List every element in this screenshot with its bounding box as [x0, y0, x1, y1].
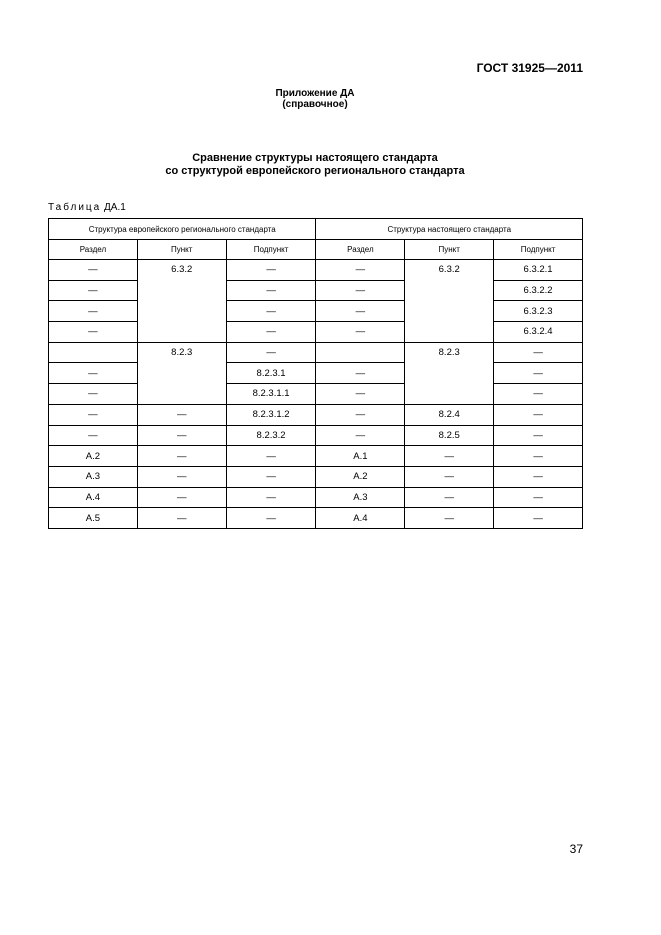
table-cell: — — [226, 508, 316, 529]
table-cell: 6.3.2 — [137, 260, 226, 343]
table-cell: — — [49, 384, 138, 405]
table-cell: — — [226, 466, 316, 487]
annex-subtitle: (справочное) — [282, 99, 348, 110]
table-row — [49, 363, 583, 384]
table-cell: А.2 — [316, 466, 405, 487]
title-line-2: со структурой европейского регионального стандарта — [165, 165, 465, 177]
page-title — [0, 152, 630, 178]
table-cell: — — [316, 280, 405, 301]
table-row — [49, 301, 583, 322]
table-cell: — — [137, 425, 226, 446]
table-cell: — — [226, 342, 316, 363]
table-cell: — — [316, 363, 405, 384]
column-header: Подпункт — [226, 240, 316, 260]
table-cell: — — [226, 446, 316, 467]
table-cell: — — [494, 425, 583, 446]
table-cell — [316, 342, 405, 363]
table-cell: А.2 — [49, 446, 138, 467]
table-cell: 6.3.2.2 — [494, 280, 583, 301]
table-cell: — — [494, 404, 583, 425]
table-cell: 6.3.2.1 — [494, 260, 583, 281]
table-row — [49, 342, 583, 363]
table-cell: — — [137, 446, 226, 467]
table-cell: 8.2.4 — [405, 404, 494, 425]
table-cell: 8.2.3.1.2 — [226, 404, 316, 425]
column-header: Раздел — [49, 240, 138, 260]
table-cell: — — [49, 301, 138, 322]
column-header: Раздел — [316, 240, 405, 260]
table-row — [49, 280, 583, 301]
table-cell: — — [316, 404, 405, 425]
table-row — [49, 425, 583, 446]
column-header: Подпункт — [494, 240, 583, 260]
table-cell: — — [494, 363, 583, 384]
standard-header: ГОСТ 31925—2011 — [476, 61, 583, 75]
group-header-current: Структура настоящего стандарта — [316, 219, 583, 240]
table-cell: — — [405, 487, 494, 508]
table-cell: — — [49, 260, 138, 281]
table-cell: 8.2.3.1.1 — [226, 384, 316, 405]
table-caption — [48, 202, 126, 213]
table-cell: 6.3.2.4 — [494, 322, 583, 343]
table-row — [49, 487, 583, 508]
table-cell: А.5 — [49, 508, 138, 529]
table-cell: А.4 — [49, 487, 138, 508]
group-header-european: Структура европейского регионального стандарта — [49, 219, 316, 240]
table-row — [49, 322, 583, 343]
table-row — [49, 466, 583, 487]
table-row — [49, 404, 583, 425]
table-cell: 6.3.2 — [405, 260, 494, 343]
table-cell: — — [226, 487, 316, 508]
table-cell: — — [226, 301, 316, 322]
table-row — [49, 508, 583, 529]
table-cell: — — [494, 466, 583, 487]
table-caption-prefix: Таблица — [48, 202, 102, 213]
table-cell: — — [49, 322, 138, 343]
table-cell: — — [316, 425, 405, 446]
table-cell: — — [226, 280, 316, 301]
table-cell: — — [316, 260, 405, 281]
table-cell: — — [137, 487, 226, 508]
table-cell: 8.2.3.2 — [226, 425, 316, 446]
table-cell: — — [137, 466, 226, 487]
table-cell: — — [494, 384, 583, 405]
table-caption-id: ДА.1 — [104, 202, 126, 213]
table-cell: А.1 — [316, 446, 405, 467]
table-cell: — — [49, 425, 138, 446]
table-cell: 6.3.2.3 — [494, 301, 583, 322]
table-cell: — — [494, 342, 583, 363]
table-row — [49, 260, 583, 281]
table-cell: А.3 — [316, 487, 405, 508]
table-cell: 8.2.5 — [405, 425, 494, 446]
table-cell: — — [405, 446, 494, 467]
column-header: Пункт — [137, 240, 226, 260]
table-cell: 8.2.3.1 — [226, 363, 316, 384]
table-cell: — — [316, 384, 405, 405]
table-cell: — — [316, 322, 405, 343]
annex-title: Приложение ДА — [275, 88, 355, 99]
table-group-header-row — [49, 219, 583, 240]
table-row — [49, 446, 583, 467]
table-cell: — — [405, 466, 494, 487]
table-cell: А.4 — [316, 508, 405, 529]
column-header: Пункт — [405, 240, 494, 260]
table-cell: 8.2.3 — [137, 342, 226, 404]
table-cell: — — [137, 508, 226, 529]
table-column-header-row — [49, 240, 583, 260]
page-number: 37 — [569, 842, 583, 856]
table-cell: — — [49, 363, 138, 384]
table-cell: — — [49, 404, 138, 425]
table-cell: 8.2.3 — [405, 342, 494, 404]
title-line-1: Сравнение структуры настоящего стандарта — [192, 152, 438, 164]
table-cell: — — [405, 508, 494, 529]
table-cell: А.3 — [49, 466, 138, 487]
table-cell: — — [494, 508, 583, 529]
table-cell: — — [226, 260, 316, 281]
table-cell: — — [494, 446, 583, 467]
table-cell: — — [226, 322, 316, 343]
table-cell — [49, 342, 138, 363]
table-cell: — — [316, 301, 405, 322]
table-cell: — — [494, 487, 583, 508]
annex-heading — [0, 88, 630, 110]
comparison-table — [48, 218, 583, 529]
table-cell: — — [137, 404, 226, 425]
table-cell: — — [49, 280, 138, 301]
table-row — [49, 384, 583, 405]
